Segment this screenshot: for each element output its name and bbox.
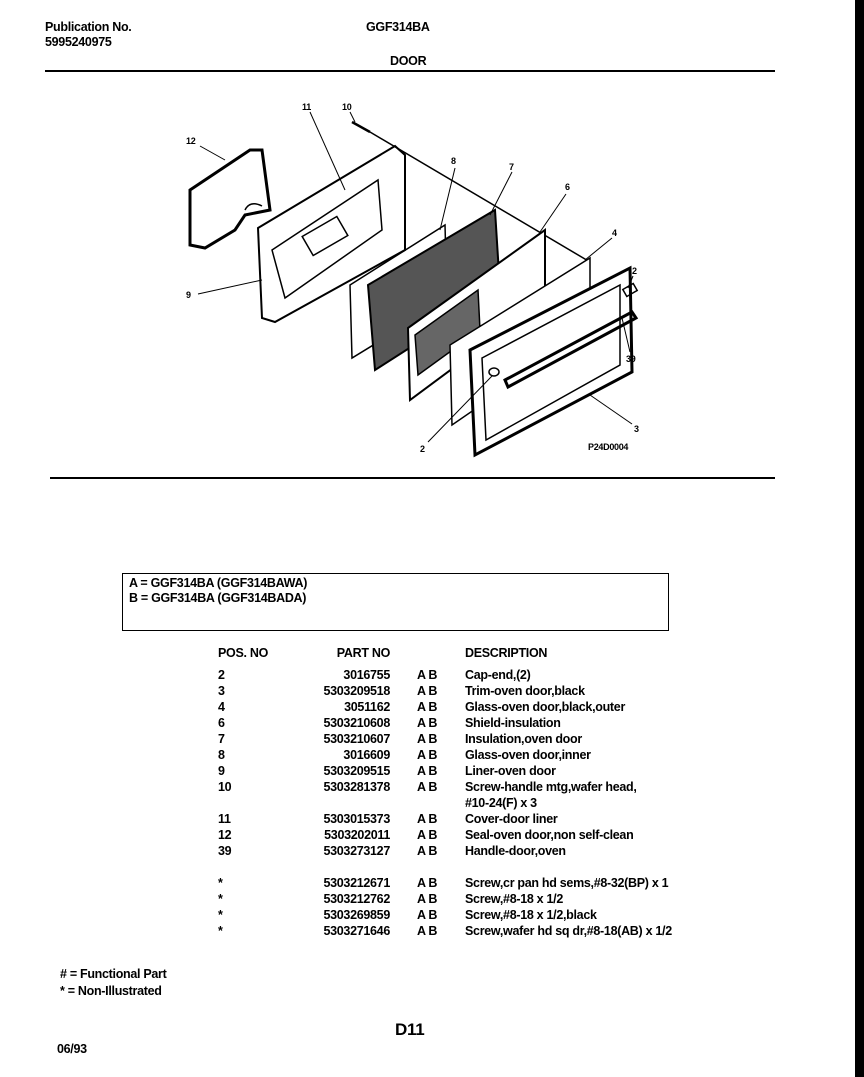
pos-cell: * bbox=[218, 924, 223, 938]
description-cell: Glass-oven door,inner bbox=[465, 748, 591, 762]
description-cell: Cap-end,(2) bbox=[465, 668, 531, 682]
part-number-cell: 3016755 bbox=[343, 668, 390, 682]
models-cell: A B bbox=[417, 780, 438, 794]
table-row bbox=[0, 716, 864, 732]
part-number-cell: 5303210607 bbox=[323, 732, 390, 746]
callout-6: 6 bbox=[565, 182, 570, 192]
pos-cell: 9 bbox=[218, 764, 225, 778]
pos-cell: 4 bbox=[218, 700, 225, 714]
description-cell: Screw,#8-18 x 1/2 bbox=[465, 892, 563, 906]
part-number-cell: 3051162 bbox=[344, 700, 390, 714]
publication-number: 5995240975 bbox=[45, 35, 112, 49]
pos-cell: 6 bbox=[218, 716, 225, 730]
table-row bbox=[0, 748, 864, 764]
description-cell: Screw,wafer hd sq dr,#8-18(AB) x 1/2 bbox=[465, 924, 672, 938]
models-cell: A B bbox=[417, 892, 438, 906]
pos-cell: 10 bbox=[218, 780, 232, 794]
table-row bbox=[0, 732, 864, 748]
description-cell: Seal-oven door,non self-clean bbox=[465, 828, 634, 842]
description-cell: Trim-oven door,black bbox=[465, 684, 585, 698]
table-row bbox=[0, 876, 864, 892]
models-cell: A B bbox=[417, 668, 438, 682]
legend-functional: # = Functional Part bbox=[60, 967, 167, 981]
description-cell-continued: #10-24(F) x 3 bbox=[465, 796, 537, 810]
header-pos: POS. NO bbox=[218, 646, 268, 660]
table-row bbox=[0, 924, 864, 940]
description-cell: Shield-insulation bbox=[465, 716, 561, 730]
description-cell: Screw,cr pan hd sems,#8-32(BP) x 1 bbox=[465, 876, 669, 890]
pos-cell: 12 bbox=[218, 828, 232, 842]
part-number-cell: 5303210608 bbox=[323, 716, 390, 730]
table-row bbox=[0, 908, 864, 924]
table-row bbox=[0, 764, 864, 780]
pos-cell: 7 bbox=[218, 732, 225, 746]
callout-39: 39 bbox=[626, 354, 636, 364]
models-cell: A B bbox=[417, 812, 438, 826]
models-cell: A B bbox=[417, 700, 438, 714]
part-number-cell: 3016609 bbox=[343, 748, 390, 762]
diagram-code: P24D0004 bbox=[588, 442, 629, 452]
models-cell: A B bbox=[417, 716, 438, 730]
description-cell: Liner-oven door bbox=[465, 764, 556, 778]
models-cell: A B bbox=[417, 844, 438, 858]
page-number: D11 bbox=[395, 1020, 425, 1039]
models-cell: A B bbox=[417, 828, 438, 842]
model-b: B = GGF314BA (GGF314BADA) bbox=[129, 591, 307, 605]
table-row bbox=[0, 668, 864, 684]
part-number-cell: 5303271646 bbox=[323, 924, 390, 938]
callout-2: 2 bbox=[632, 266, 637, 276]
pos-cell: 8 bbox=[218, 748, 225, 762]
pos-cell: * bbox=[218, 876, 223, 890]
part-number-cell: 5303209518 bbox=[323, 684, 390, 698]
header-desc: DESCRIPTION bbox=[465, 646, 548, 660]
description-cell: Insulation,oven door bbox=[465, 732, 582, 746]
exploded-door-diagram bbox=[0, 0, 864, 480]
part-number-cell: 5303015373 bbox=[323, 812, 390, 826]
publication-label: Publication No. bbox=[45, 20, 132, 34]
models-cell: A B bbox=[417, 924, 438, 938]
table-row bbox=[0, 684, 864, 700]
pos-cell: 2 bbox=[218, 668, 225, 682]
callout-12: 12 bbox=[186, 136, 196, 146]
callout-2b: 2 bbox=[420, 444, 425, 454]
section-title: DOOR bbox=[390, 54, 427, 68]
part-number-cell: 5303209515 bbox=[323, 764, 390, 778]
part-number-cell: 5303281378 bbox=[323, 780, 390, 794]
part-number-cell: 5303202011 bbox=[324, 828, 390, 842]
pos-cell: 11 bbox=[218, 812, 231, 826]
models-cell: A B bbox=[417, 684, 438, 698]
models-cell: A B bbox=[417, 748, 438, 762]
callout-8: 8 bbox=[451, 156, 456, 166]
models-cell: A B bbox=[417, 876, 438, 890]
part-number-cell: 5303212671 bbox=[323, 876, 390, 890]
table-row bbox=[0, 700, 864, 716]
model-number: GGF314BA bbox=[366, 20, 430, 34]
table-row bbox=[0, 844, 864, 860]
model-a: A = GGF314BA (GGF314BAWA) bbox=[129, 576, 308, 590]
legend-non-illustrated: * = Non-Illustrated bbox=[60, 984, 162, 998]
table-header bbox=[0, 646, 864, 662]
callout-7: 7 bbox=[509, 162, 514, 172]
callout-9: 9 bbox=[186, 290, 191, 300]
models-cell: A B bbox=[417, 908, 438, 922]
part-number-cell: 5303212762 bbox=[323, 892, 390, 906]
part-number-cell: 5303273127 bbox=[323, 844, 390, 858]
callout-10: 10 bbox=[342, 102, 352, 112]
callout-3: 3 bbox=[634, 424, 639, 434]
description-cell: Screw,#8-18 x 1/2,black bbox=[465, 908, 597, 922]
model-legend-box bbox=[122, 573, 669, 631]
pos-cell: * bbox=[218, 892, 223, 906]
table-row bbox=[0, 780, 864, 810]
date: 06/93 bbox=[57, 1042, 87, 1056]
description-cell: Glass-oven door,black,outer bbox=[465, 700, 626, 714]
part-number-cell: 5303269859 bbox=[323, 908, 390, 922]
diagram-divider bbox=[50, 477, 775, 479]
description-cell: Screw-handle mtg,wafer head, bbox=[465, 780, 637, 794]
pos-cell: 39 bbox=[218, 844, 232, 858]
callout-11: 11 bbox=[302, 102, 311, 112]
header-part: PART NO bbox=[336, 646, 390, 660]
pos-cell: 3 bbox=[218, 684, 225, 698]
description-cell: Cover-door liner bbox=[465, 812, 558, 826]
table-row bbox=[0, 828, 864, 844]
description-cell: Handle-door,oven bbox=[465, 844, 566, 858]
callout-4: 4 bbox=[612, 228, 617, 238]
models-cell: A B bbox=[417, 764, 438, 778]
table-row bbox=[0, 812, 864, 828]
table-row bbox=[0, 892, 864, 908]
pos-cell: * bbox=[218, 908, 223, 922]
models-cell: A B bbox=[417, 732, 438, 746]
